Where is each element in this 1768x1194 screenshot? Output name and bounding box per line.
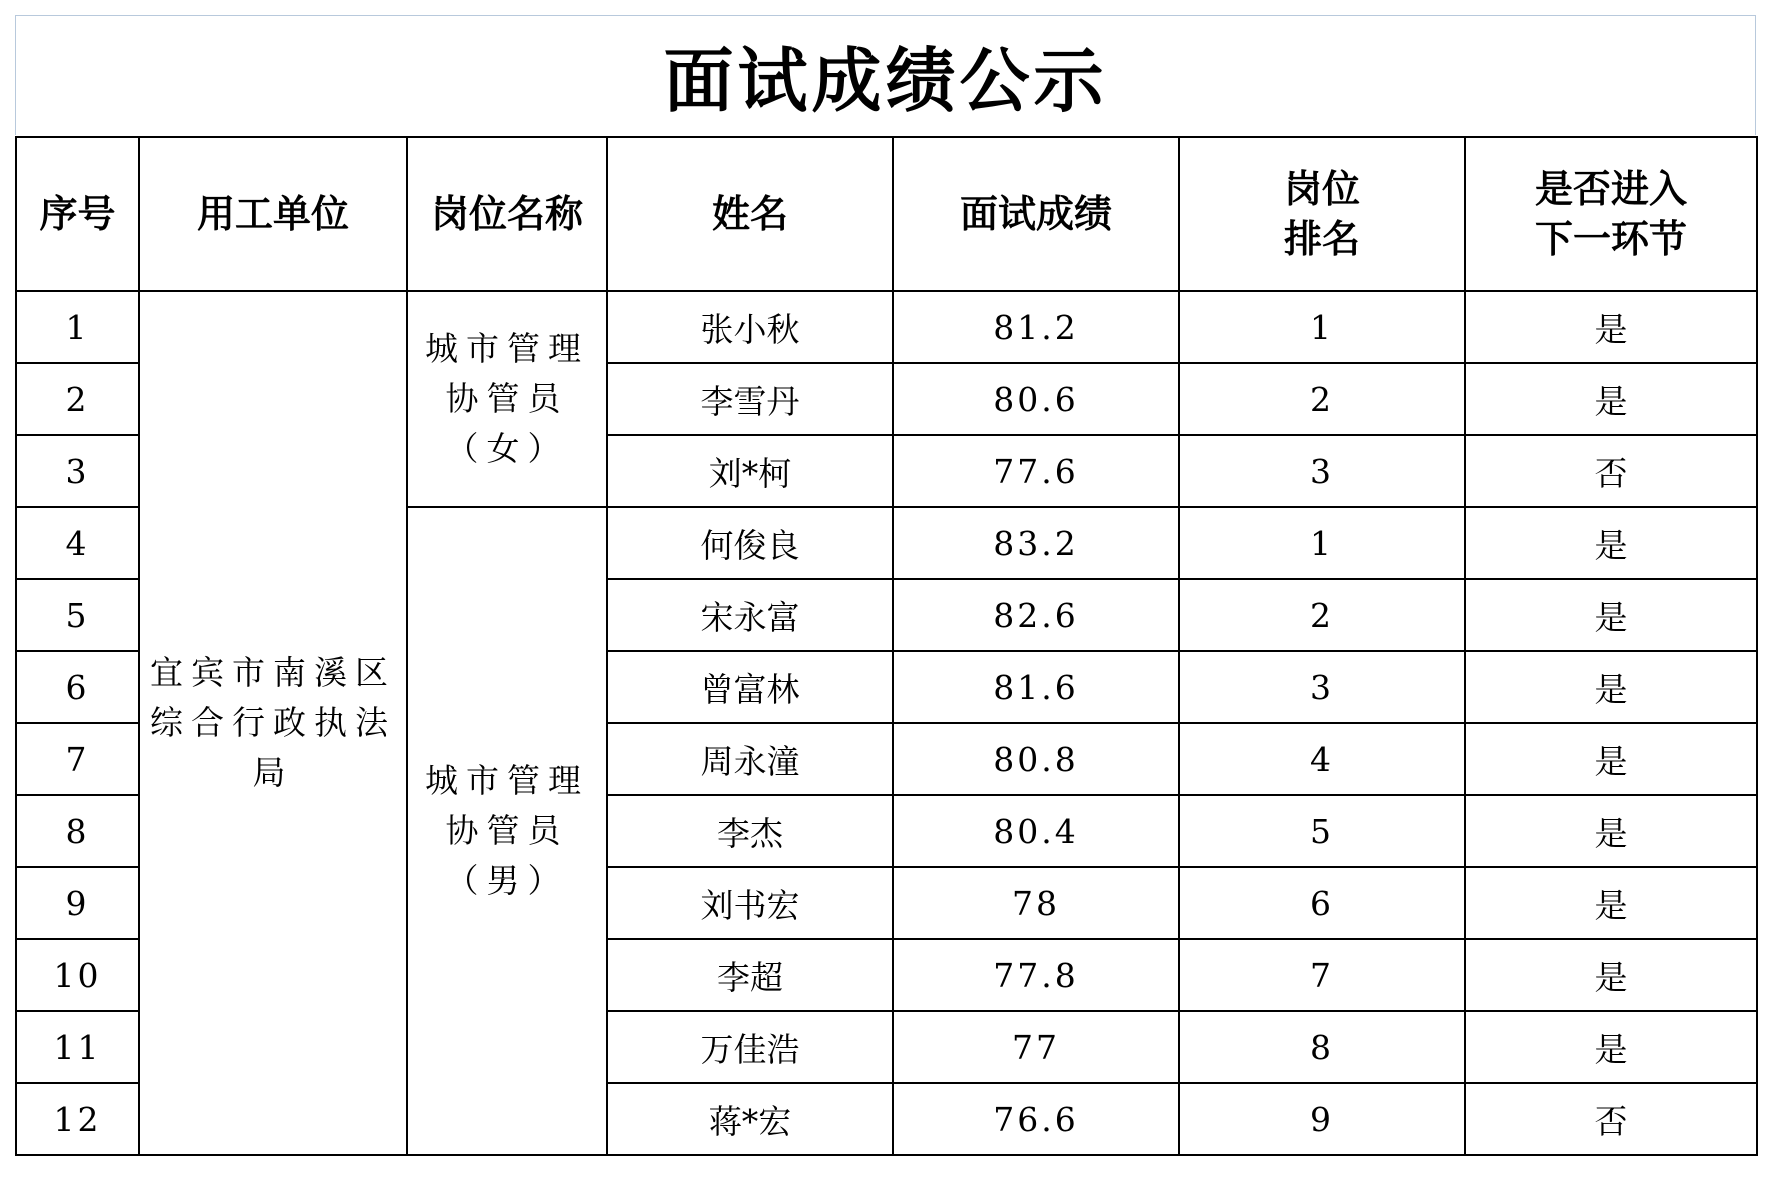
table-row xyxy=(16,291,1757,363)
cell-rank: 6 xyxy=(1179,867,1465,939)
cell-seq: 2 xyxy=(16,363,139,435)
header-rank-line1: 岗位 xyxy=(1283,167,1360,211)
header-employer: 用工单位 xyxy=(139,137,407,291)
page-title: 面试成绩公示 xyxy=(663,40,1108,122)
header-rank-line2: 排名 xyxy=(1283,217,1360,261)
cell-rank: 1 xyxy=(1179,507,1465,579)
cell-rank: 8 xyxy=(1179,1011,1465,1083)
cell-score: 80.4 xyxy=(893,795,1179,867)
cell-name: 曾富林 xyxy=(607,651,893,723)
cell-score: 77.6 xyxy=(893,435,1179,507)
cell-rank: 7 xyxy=(1179,939,1465,1011)
cell-score: 82.6 xyxy=(893,579,1179,651)
cell-next: 是 xyxy=(1465,579,1757,651)
cell-score: 77.8 xyxy=(893,939,1179,1011)
cell-seq: 9 xyxy=(16,867,139,939)
cell-employer xyxy=(139,291,407,1155)
cell-next: 是 xyxy=(1465,291,1757,363)
cell-rank: 2 xyxy=(1179,363,1465,435)
cell-next: 是 xyxy=(1465,867,1757,939)
cell-name: 蒋*宏 xyxy=(607,1083,893,1155)
cell-seq: 1 xyxy=(16,291,139,363)
cell-score: 78 xyxy=(893,867,1179,939)
cell-rank: 3 xyxy=(1179,651,1465,723)
cell-score: 81.6 xyxy=(893,651,1179,723)
cell-seq: 8 xyxy=(16,795,139,867)
employer-line2: 综合行政执法 xyxy=(150,703,396,742)
position-line1: 城市管理 xyxy=(425,761,589,800)
cell-seq: 6 xyxy=(16,651,139,723)
cell-seq: 11 xyxy=(16,1011,139,1083)
cell-next: 是 xyxy=(1465,363,1757,435)
cell-score: 76.6 xyxy=(893,1083,1179,1155)
cell-rank: 2 xyxy=(1179,579,1465,651)
cell-next: 是 xyxy=(1465,507,1757,579)
cell-next: 是 xyxy=(1465,723,1757,795)
cell-score: 77 xyxy=(893,1011,1179,1083)
header-next-line2: 下一环节 xyxy=(1534,217,1687,261)
cell-score: 80.6 xyxy=(893,363,1179,435)
cell-score: 80.8 xyxy=(893,723,1179,795)
cell-next: 是 xyxy=(1465,651,1757,723)
cell-score: 83.2 xyxy=(893,507,1179,579)
header-row xyxy=(16,137,1757,291)
cell-rank: 5 xyxy=(1179,795,1465,867)
employer-line1: 宜宾市南溪区 xyxy=(150,653,396,692)
cell-rank: 1 xyxy=(1179,291,1465,363)
cell-name: 万佳浩 xyxy=(607,1011,893,1083)
header-rank xyxy=(1179,137,1465,291)
cell-next: 否 xyxy=(1465,1083,1757,1155)
header-seq: 序号 xyxy=(16,137,139,291)
header-score: 面试成绩 xyxy=(893,137,1179,291)
cell-next: 是 xyxy=(1465,939,1757,1011)
cell-next: 否 xyxy=(1465,435,1757,507)
position-line2: 协管员 xyxy=(445,379,569,418)
cell-name: 张小秋 xyxy=(607,291,893,363)
cell-position-female xyxy=(407,291,607,507)
results-table xyxy=(15,136,1758,1156)
header-position: 岗位名称 xyxy=(407,137,607,291)
cell-seq: 10 xyxy=(16,939,139,1011)
cell-seq: 5 xyxy=(16,579,139,651)
cell-seq: 12 xyxy=(16,1083,139,1155)
cell-name: 周永潼 xyxy=(607,723,893,795)
header-next xyxy=(1465,137,1757,291)
position-line3: （女） xyxy=(445,429,569,468)
cell-rank: 4 xyxy=(1179,723,1465,795)
cell-name: 宋永富 xyxy=(607,579,893,651)
cell-seq: 3 xyxy=(16,435,139,507)
cell-position-male xyxy=(407,507,607,1155)
header-next-line1: 是否进入 xyxy=(1534,167,1687,211)
position-line2: 协管员 xyxy=(445,811,569,850)
cell-name: 刘书宏 xyxy=(607,867,893,939)
cell-name: 李杰 xyxy=(607,795,893,867)
cell-rank: 9 xyxy=(1179,1083,1465,1155)
position-line3: （男） xyxy=(445,861,569,900)
cell-name: 李雪丹 xyxy=(607,363,893,435)
cell-seq: 7 xyxy=(16,723,139,795)
cell-next: 是 xyxy=(1465,795,1757,867)
cell-name: 何俊良 xyxy=(607,507,893,579)
cell-name: 李超 xyxy=(607,939,893,1011)
position-line1: 城市管理 xyxy=(425,329,589,368)
cell-score: 81.2 xyxy=(893,291,1179,363)
header-name: 姓名 xyxy=(607,137,893,291)
cell-seq: 4 xyxy=(16,507,139,579)
title-bar xyxy=(15,15,1756,135)
cell-rank: 3 xyxy=(1179,435,1465,507)
cell-name: 刘*柯 xyxy=(607,435,893,507)
employer-line3: 局 xyxy=(252,753,294,792)
cell-next: 是 xyxy=(1465,1011,1757,1083)
